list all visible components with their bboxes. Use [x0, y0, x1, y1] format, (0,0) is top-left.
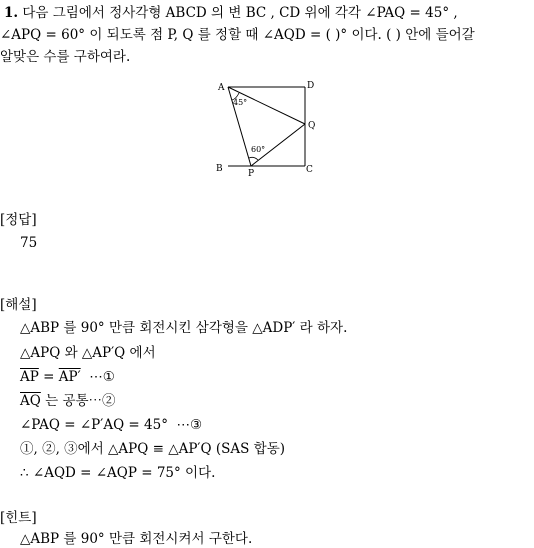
equals-text: = — [38, 369, 59, 385]
problem-number: 1. — [4, 5, 19, 21]
problem-line-3: 알맞은 수를 구하여라. — [0, 49, 131, 65]
hint-line-1: △ABP 를 90° 만큼 회전시켜서 구한다. — [20, 531, 253, 547]
label-a: A — [218, 83, 225, 93]
explanation-heading: [해설] — [0, 297, 37, 313]
answer-heading: [정답] — [0, 212, 37, 228]
answer-value: 75 — [20, 235, 38, 251]
explanation-line-5: ∠PAQ = ∠P′AQ = 45° ⋯③ — [20, 417, 203, 433]
segment-ap-prime-text: AP′ — [58, 369, 81, 385]
segment-ap-text: $\overline{AP}$ — [20, 369, 39, 385]
label-p: P — [248, 169, 255, 178]
explanation-line-6: ①, ②, ③에서 △APQ ≡ △AP′Q (SAS 합동) — [20, 441, 286, 457]
explanation-line-2: △APQ 와 △AP′Q 에서 — [20, 345, 156, 361]
explanation-line-3 — [20, 368, 115, 386]
problem-line-1 — [4, 4, 458, 22]
marker-1: ⋯① — [80, 369, 115, 385]
label-q: Q — [308, 121, 316, 131]
common-text: 는 공통⋯② — [40, 393, 116, 409]
square-diagram — [212, 78, 322, 178]
angle-label-a: 45° — [233, 98, 248, 107]
hint-heading: [힌트] — [0, 510, 37, 526]
angle-arc-p — [249, 157, 258, 160]
label-b: B — [216, 164, 223, 174]
explanation-line-1: △ABP 를 90° 만큼 회전시킨 삼각형을 △ADP′ 라 하자. — [20, 320, 348, 336]
label-d: D — [307, 81, 315, 91]
problem-line-2: ∠APQ = 60° 이 되도록 점 P, Q 를 정할 때 ∠AQD = ( )° 이다. ( ) 안에 들어갈 — [0, 27, 475, 43]
angle-label-p: 60° — [251, 145, 266, 154]
segment-aq-text: $\overline{AQ}$ — [20, 393, 41, 409]
label-c: C — [306, 165, 313, 175]
explanation-line-4 — [20, 392, 116, 410]
problem-text-1: 다음 그림에서 정사각형 ABCD 의 변 BC , CD 위에 각각 ∠PAQ = 45° , — [22, 5, 458, 21]
explanation-line-7: ∴ ∠AQD = ∠AQP = 75° 이다. — [20, 465, 216, 481]
